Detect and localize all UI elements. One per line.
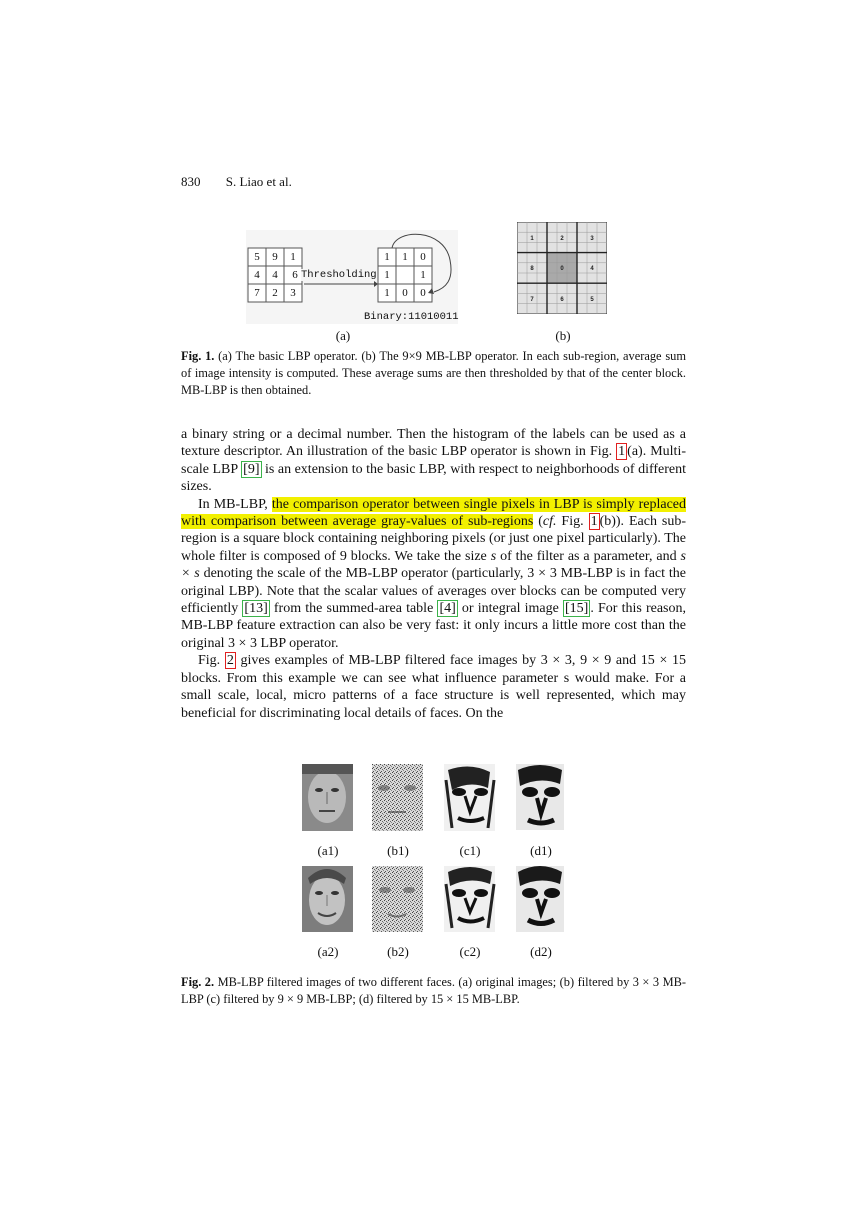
text-run: ( xyxy=(533,514,543,530)
fig1-caption-text: (a) The basic LBP operator. (b) The 9×9 MB-LBP operator. In each sub-region, average sum of image intensity is computed. These average sums are then thresholded by that of the center block. MB-LBP is then obtained. xyxy=(181,349,686,397)
text-run: denoting the scale of the MB-LBP operator (particularly, 3 × 3 MB-LBP is in fact the original LBP). Note that the scalar values of averages over blocks can be computed very efficiently xyxy=(181,566,686,617)
mb-block-label: 2 xyxy=(560,236,564,242)
fig2-caption-label: Fig. 2. xyxy=(181,975,215,989)
fig1-caption-label: Fig. 1. xyxy=(181,349,215,363)
fig2-label: (c1) xyxy=(459,843,481,858)
cell: 1 xyxy=(384,287,390,299)
cell: 7 xyxy=(254,287,260,299)
cell: 4 xyxy=(254,269,260,281)
fig2-label: (c2) xyxy=(459,944,481,959)
fig2-label: (d1) xyxy=(530,843,552,858)
text-run: (a). Multi-scale LBP xyxy=(181,444,686,477)
face-d1-filtered-15x15 xyxy=(516,764,564,830)
cell: 0 xyxy=(420,251,426,263)
fig2-caption-text: MB-LBP filtered images of two different faces. (a) original images; (b) filtered by 3 × 3 MB-LBP (c) filtered by 9 × 9 MB-LBP; (d) filtered by 15 × 15 MB-LBP. xyxy=(181,975,686,1006)
running-header xyxy=(181,174,292,190)
cell: 4 xyxy=(272,269,278,281)
input-values xyxy=(248,248,302,302)
text-run: In MB-LBP, xyxy=(198,496,272,512)
highlighted-text: the comparison operator between single pixels in LBP is simply replaced with comparison between average gray-values of sub-regions xyxy=(181,496,687,530)
face-b1-filtered-3x3 xyxy=(372,764,423,831)
text-run: from the summed-area table xyxy=(269,601,438,617)
face-c1-filtered-9x9 xyxy=(444,764,495,831)
cell: 1 xyxy=(290,251,296,263)
math-var: s × s xyxy=(181,548,686,582)
mb-block-label: 8 xyxy=(530,266,534,272)
text-run: gives examples of MB-LBP filtered face images by 3 × 3, 9 × 9 and 15 × 15 blocks. From this example we can see what influence parameter s would make. For a small scale, local, micro patterns of a face structure is well represented, which may beneficial for discriminating local details of faces. On the xyxy=(181,653,686,721)
cell: 1 xyxy=(384,251,390,263)
text-run: is an extension to the basic LBP, with respect to neighborhoods of different sizes. xyxy=(181,461,687,495)
text-run: cf. xyxy=(542,514,557,530)
text-run: of the filter as a parameter, and xyxy=(496,548,681,564)
fig2-caption xyxy=(181,974,686,1008)
face-a1-original xyxy=(302,764,353,831)
text-run: Fig. xyxy=(556,514,589,530)
threshold-label: Thresholding xyxy=(301,269,377,281)
mb-block-label: 7 xyxy=(530,297,534,303)
citation-link[interactable]: [4] xyxy=(439,601,456,617)
citation-link[interactable]: [13] xyxy=(244,601,268,617)
cell: 5 xyxy=(254,251,260,263)
fig1b-mblbp-grid xyxy=(517,222,607,314)
text-run: or integral image xyxy=(457,601,563,617)
citation-link[interactable]: [9] xyxy=(243,461,260,477)
fig-ref-link[interactable]: 2 xyxy=(226,653,234,669)
fig2-label: (b1) xyxy=(387,843,409,858)
face-d2-filtered-15x15 xyxy=(516,866,564,932)
fig2-label: (a2) xyxy=(317,944,339,959)
fig2-label: (a1) xyxy=(317,843,339,858)
fig1-label-a: (a) xyxy=(335,328,351,343)
mb-block-label: 0 xyxy=(560,266,564,272)
math-var: s xyxy=(490,548,497,564)
mb-block-label: 5 xyxy=(590,297,594,303)
cell: 1 xyxy=(420,269,426,281)
binary-label: Binary:11010011 xyxy=(364,311,459,323)
text-run: . For this reason, MB-LBP feature extraction can also be very fast: it only incurs a little more cost than the original 3 × 3 LBP operator. xyxy=(181,601,686,651)
citation-link[interactable]: [15] xyxy=(565,601,589,617)
fig1-label-b: (b) xyxy=(555,328,571,343)
mb-block-label: 1 xyxy=(530,236,534,242)
body-text xyxy=(181,426,686,722)
mb-block-label: 4 xyxy=(590,266,594,272)
text-run: (b)). Each sub-region is a square block containing neighboring pixels (or just one pixel particularly). The whole filter is composed of 9 blocks. We take the size xyxy=(181,514,687,564)
cell: 0 xyxy=(420,287,426,299)
face-a2-original xyxy=(302,866,353,932)
cell: 0 xyxy=(402,287,408,299)
cell: 9 xyxy=(272,251,278,263)
fig2-label: (d2) xyxy=(530,944,552,959)
cell: 6 xyxy=(292,269,298,281)
cell: 3 xyxy=(290,287,296,299)
paragraph xyxy=(181,426,686,496)
mb-block-label: 6 xyxy=(560,297,564,303)
text-run: Fig. xyxy=(198,653,225,669)
mb-block-label: 3 xyxy=(590,236,594,242)
face-c2-filtered-9x9 xyxy=(444,866,495,932)
binary-values xyxy=(378,248,432,302)
face-b2-filtered-3x3 xyxy=(372,866,423,932)
paragraph xyxy=(181,496,686,653)
authors: S. Liao et al. xyxy=(225,174,292,189)
cell xyxy=(396,266,414,284)
paragraph xyxy=(181,652,686,722)
fig-ref-link[interactable]: 1 xyxy=(618,444,626,460)
cell: 1 xyxy=(384,269,390,281)
cell: 2 xyxy=(272,287,278,299)
fig1-caption xyxy=(181,348,686,399)
fig2-label: (b2) xyxy=(387,944,409,959)
text-run: a binary string or a decimal number. Then the histogram of the labels can be used as a texture descriptor. An illustration of the basic LBP operator is shown in Fig. xyxy=(181,427,686,460)
page-number: 830 xyxy=(181,174,201,189)
cell: 1 xyxy=(402,251,408,263)
fig-ref-link[interactable]: 1 xyxy=(590,514,598,530)
